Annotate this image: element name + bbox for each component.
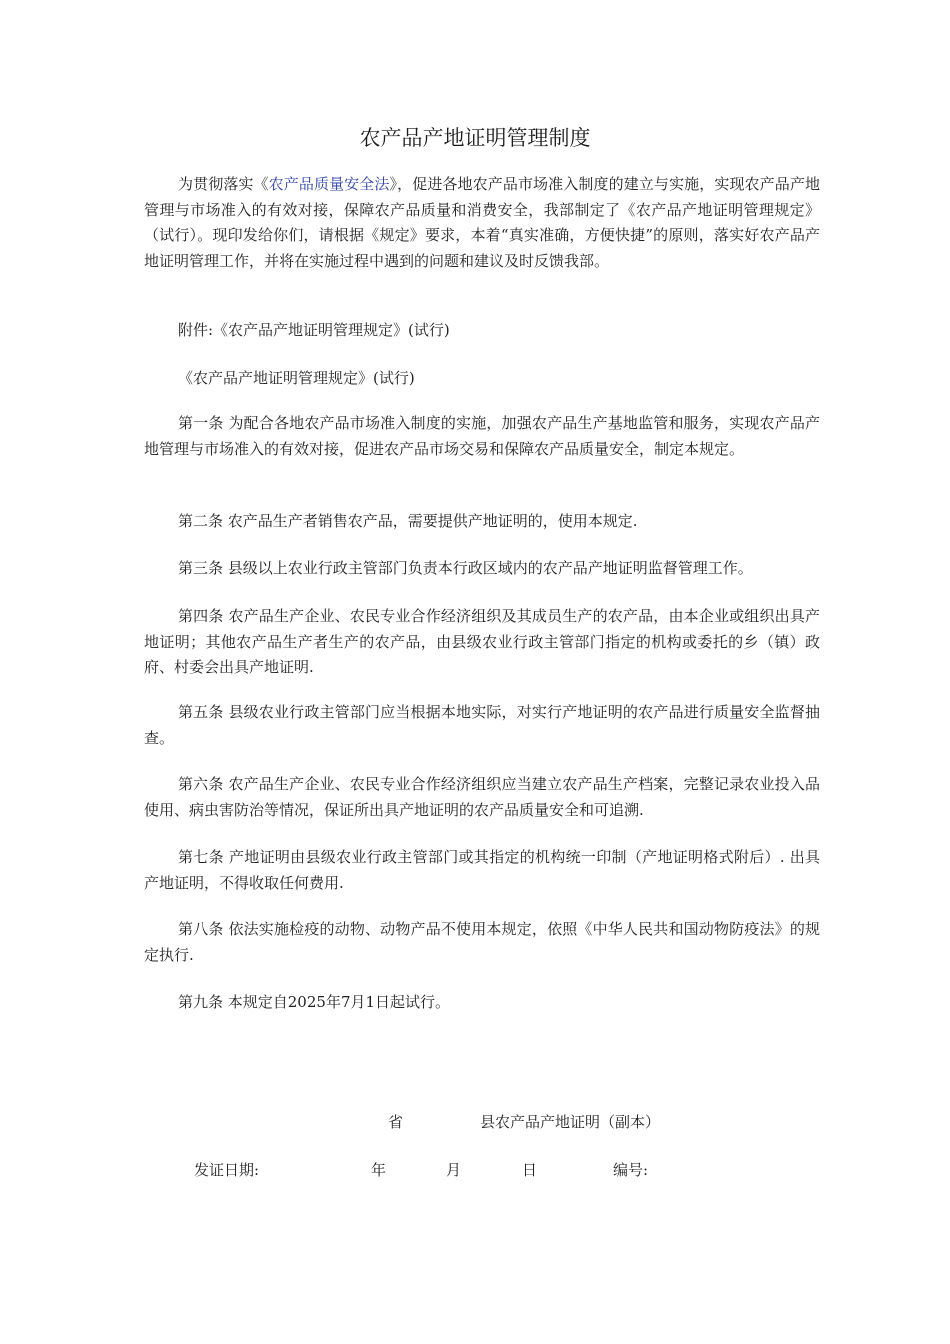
article-2: 第二条 农产品生产者销售农产品，需要提供产地证明的，使用本规定. (178, 512, 638, 530)
article-9: 第九条 本规定自2025年7月1日起试行。 (178, 993, 451, 1011)
attachment-line: 附件:《农产品产地证明管理规定》(试行) (178, 321, 450, 339)
intro-text-before-link: 为贯彻落实《 (178, 175, 269, 193)
day-label: 日 (522, 1161, 538, 1179)
article-7: 第七条 产地证明由县级农业行政主管部门或其指定的机构统一印制（产地证明格式附后）. 出具产地证明，不得收取任何费用. (144, 848, 820, 892)
certificate-title: 县农产品产地证明（副本） (480, 1113, 661, 1131)
certificate-header (0, 1110, 950, 1134)
article-6: 第六条 农产品生产企业、农民专业合作经济组织应当建立农产品生产档案，完整记录农业投入品使用、病虫害防治等情况，保证所出具产地证明的农产品质量安全和可追溯. (144, 775, 820, 819)
law-link[interactable]: 农产品质量安全法 (268, 175, 390, 193)
number-label: 编号: (613, 1161, 649, 1179)
intro-text-after-link: 》，促进各地农产品市场准入制度的建立与实施，实现农产品产地管理与市场准入的有效对接，保障农产品质量和消费安全，我部制定了《农产品产地证明管理规定》（试行）。现印发给你们，请根据《规定》要求，本着“真实准确，方便快捷”的原则，落实好农产品产地证明管理工作，并将在实施过程中遇到的问题和建议及时反馈我部。 (144, 175, 820, 270)
article-5: 第五条 县级农业行政主管部门应当根据本地实际，对实行产地证明的农产品进行质量安全监督抽查。 (144, 703, 820, 747)
article-3: 第三条 县级以上农业行政主管部门负责本行政区域内的农产品产地证明监督管理工作。 (178, 559, 753, 577)
document-title: 农产品产地证明管理制度 (359, 126, 591, 150)
article-1: 第一条 为配合各地农产品市场准入制度的实施，加强农产品生产基地监管和服务，实现农产品产地管理与市场准入的有效对接，促进农产品市场交易和保障农产品质量安全，制定本规定。 (144, 414, 820, 458)
intro-paragraph (144, 172, 820, 274)
regulation-title: 《农产品产地证明管理规定》(试行) (178, 369, 415, 387)
province-label: 省 (388, 1113, 404, 1131)
year-label: 年 (371, 1161, 387, 1179)
issue-date-label: 发证日期: (194, 1161, 260, 1179)
certificate-date-row (0, 1158, 950, 1182)
article-4: 第四条 农产品生产企业、农民专业合作经济组织及其成员生产的农产品，由本企业或组织出具产地证明；其他农产品生产者生产的农产品，由县级农业行政主管部门指定的机构或委托的乡（镇）政府、村委会出具产地证明. (144, 607, 820, 676)
article-8: 第八条 依法实施检疫的动物、动物产品不使用本规定，依照《中华人民共和国动物防疫法》的规定执行. (144, 920, 820, 964)
month-label: 月 (446, 1161, 462, 1179)
